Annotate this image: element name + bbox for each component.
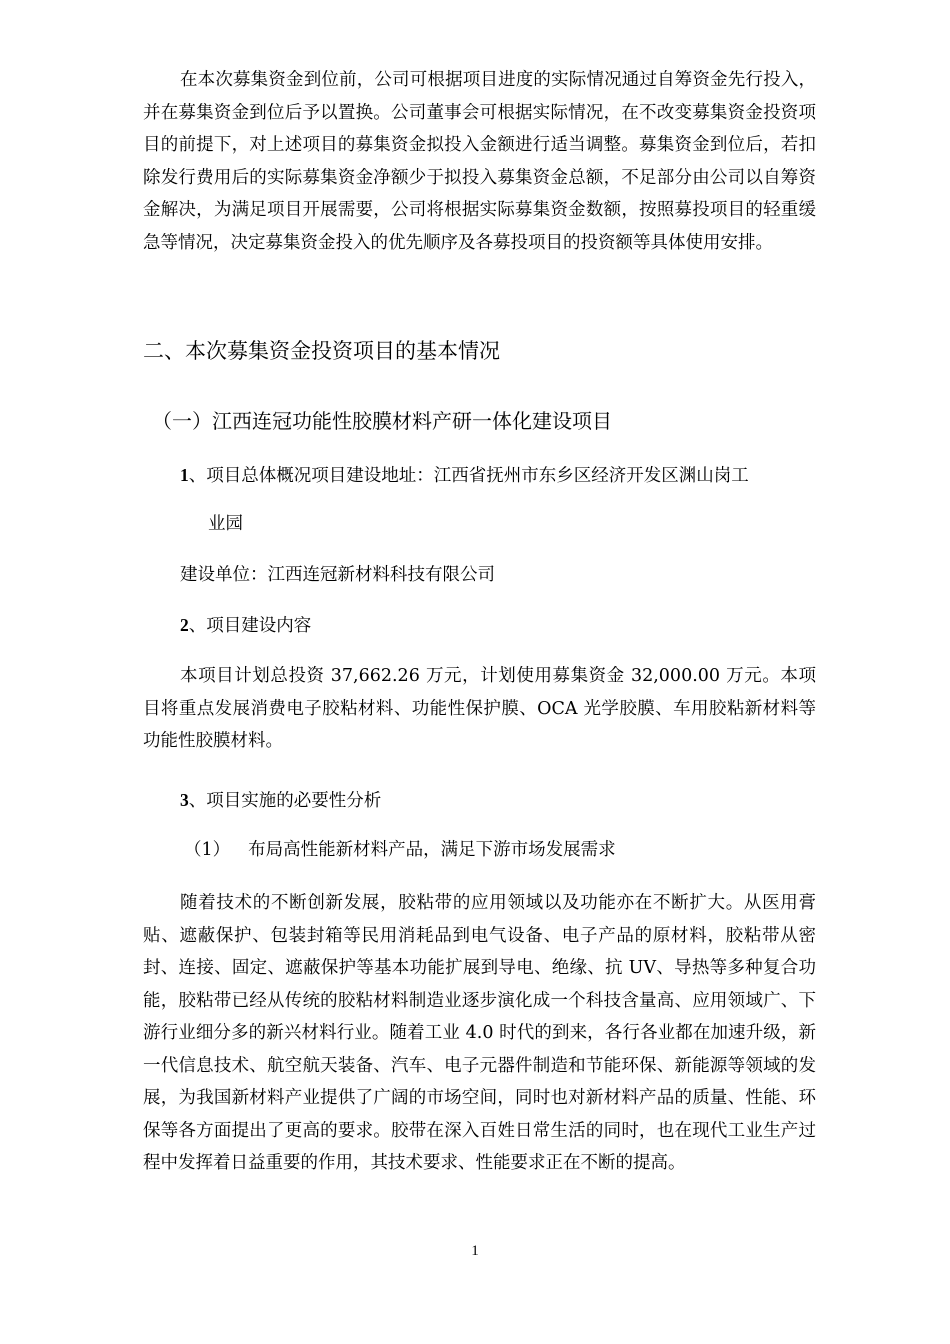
paragraph-intro: 在本次募集资金到位前，公司可根据项目进度的实际情况通过自筹资金先行投入，并在募集资金到位后予以置换。公司董事会可根据实际情况，在不改变募集资金投资项目的前提下，对上述项目的募集资金拟投入金额进行适当调整。募集资金到位后，若扣除发行费用后的实际募集资金净额少于拟投入募集资金总额，不足部分由公司以自筹资金解决，为满足项目开展需要，公司将根据实际募集资金数额，按照募投项目的轻重缓急等情况，决定募集资金投入的优先顺序及各募投项目的投资额等具体使用安排。 (143, 70, 816, 253)
item-1-number: 1 (180, 465, 189, 485)
subsection-heading: （一）江西连冠功能性胶膜材料产研一体化建设项目 (152, 409, 612, 433)
subitem-1-text: 布局高性能新材料产品，满足下游市场发展需求 (248, 840, 616, 860)
page-number: 1 (471, 1243, 479, 1259)
item-2 (180, 613, 311, 638)
section-heading: 二、本次募集资金投资项目的基本情况 (143, 339, 500, 363)
item-3-text: 、项目实施的必要性分析 (188, 791, 382, 811)
item-1-continuation: 业园 (208, 514, 243, 534)
paragraph-investment: 本项目计划总投资 37,662.26 万元，计划使用募集资金 32,000.00 万元。本项目将重点发展消费电子胶粘材料、功能性保护膜、OCA 光学胶膜、车用胶粘新材料等功能性胶膜材料。 (143, 666, 816, 751)
item-1 (180, 463, 749, 488)
item-3-number: 3 (180, 790, 189, 810)
item-2-text: 、项目建设内容 (188, 616, 312, 636)
item-3 (180, 788, 381, 813)
construction-unit: 建设单位：江西连冠新材料科技有限公司 (180, 565, 495, 585)
subitem-1 (184, 838, 616, 862)
item-2-number: 2 (180, 615, 189, 635)
item-1-text: 、项目总体概况项目建设地址：江西省抚州市东乡区经济开发区渊山岗工 (188, 466, 749, 486)
paragraph-market: 随着技术的不断创新发展，胶粘带的应用领域以及功能亦在不断扩大。从医用膏贴、遮蔽保护、包装封箱等民用消耗品到电气设备、电子产品的原材料，胶粘带从密封、连接、固定、遮蔽保护等基本功能扩展到导电、绝缘、抗 UV、导热等多种复合功能，胶粘带已经从传统的胶粘材料制造业逐步演化成一个科技含量高、应用领域广、下游行业细分多的新兴材料行业。随着工业 4.0 时代的到来，各行各业都在加速升级，新一代信息技术、航空航天装备、汽车、电子元器件制造和节能环保、新能源等领域的发展，为我国新材料产业提供了广阔的市场空间，同时也对新材料产品的质量、性能、环保等各方面提出了更高的要求。胶带在深入百姓日常生活的同时，也在现代工业生产过程中发挥着日益重要的作用，其技术要求、性能要求正在不断的提高。 (143, 893, 816, 1173)
subitem-1-marker: （1） (184, 840, 231, 860)
